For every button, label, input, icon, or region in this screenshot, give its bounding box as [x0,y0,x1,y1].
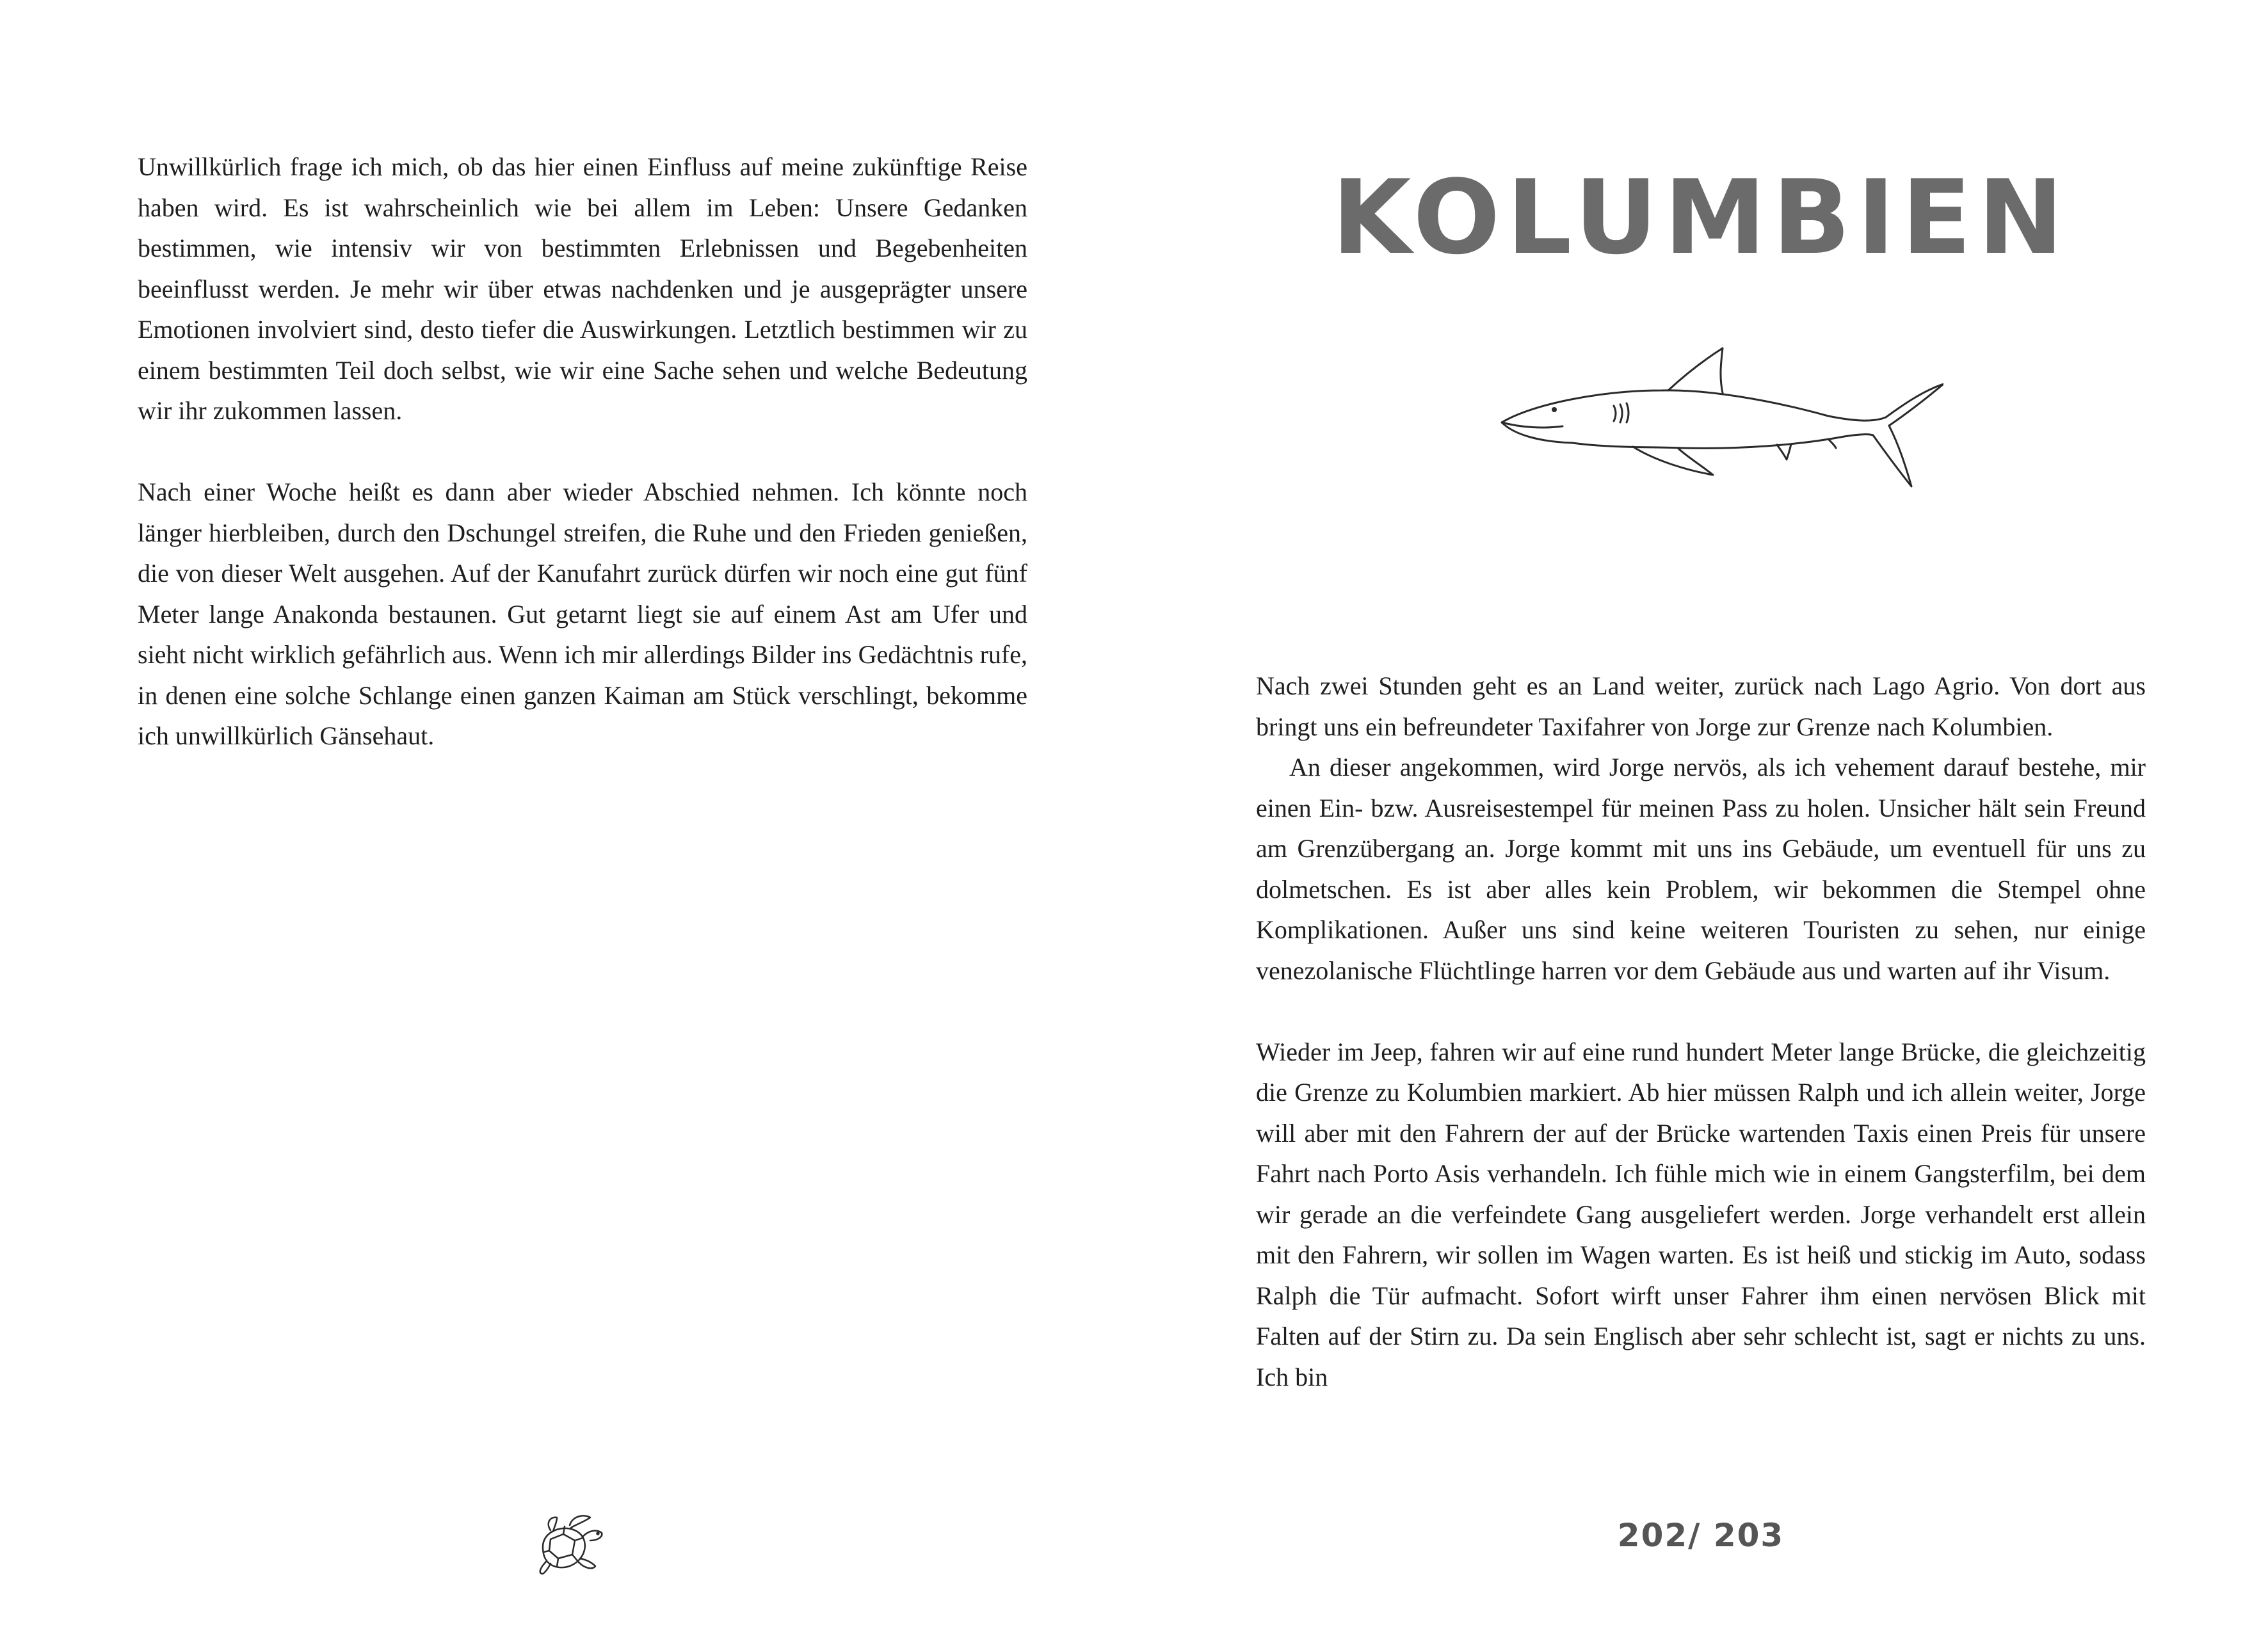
right-body-text [1256,666,2146,1397]
right-paragraph-1: Nach zwei Stunden geht es an Land weiter, zurück nach Lago Agrio. Von dort aus bringt uns ein befreundeter Taxifahrer von Jorge zur Grenze nach Kolumbien. [1256,671,2146,741]
turtle-icon [531,1507,608,1578]
shark-icon [1495,339,1943,531]
left-paragraph-2: Nach einer Woche heißt es dann aber wieder Abschied nehmen. Ich könnte noch länger hierbleiben, durch den Dschungel streifen, die Ruhe und den Frieden genießen, die von dieser Welt ausgehen. Auf der Kanufahrt zurück dürfen wir noch eine gut fünf Meter lange Anakonda bestaunen. Gut getarnt liegt sie auf einem Ast am Ufer und sieht nicht wirklich gefährlich aus. Wenn ich mir allerdings Bilder ins Gedächtnis rufe, in denen eine solche Schlange einen ganzen Kaiman am Stück verschlingt, bekomme ich unwillkürlich Gänsehaut. [138,477,1027,750]
right-paragraph-3: Wieder im Jeep, fahren wir auf eine rund hundert Meter lange Brücke, die gleichzeitig die Grenze zu Kolumbien markiert. Ab hier müssen Ralph und ich allein weiter, Jorge will aber mit den Fahrern der auf der Brücke wartenden Taxis einen Preis für unsere Fahrt nach Porto Asis verhandeln. Ich fühle mich wie in einem Gangsterfilm, bei dem wir gerade an die verfeindete Gang ausgeliefert werden. Jorge verhandelt erst allein mit den Fahrern, wir sollen im Wagen warten. Es ist heiß und stickig im Auto, sodass Ralph die Tür aufmacht. Sofort wirft unser Fahrer ihm einen nervösen Blick mit Falten auf der Stirn zu. Da sein Englisch aber sehr schlecht ist, sagt er nichts zu uns. Ich bin [1256,1037,2146,1391]
chapter-title: KOLUMBIEN [1331,157,2070,277]
right-page [1134,0,2268,1625]
left-body-text [138,147,1027,756]
page-numbers: 202/ 203 [1617,1517,1785,1554]
left-paragraph-1: Unwillkürlich frage ich mich, ob das hier einen Einfluss auf meine zukünftige Reise haben wird. Es ist wahrscheinlich wie bei allem im Leben: Unsere Gedanken bestimmen, wie intensiv wir von bestimmten Erlebnissen und Begebenheiten beeinflusst werden. Je mehr wir über etwas nachdenken und je ausgeprägter unsere Emotionen involviert sind, desto tiefer die Auswirkungen. Letztlich bestimmen wir zu einem bestimmten Teil doch selbst, wie wir eine Sache sehen und welche Bedeutung wir ihr zukommen lassen. [138,152,1027,425]
right-paragraph-2: An dieser angekommen, wird Jorge nervös, als ich vehement darauf bestehe, mir einen Ein- bzw. Ausreisestempel für meinen Pass zu holen. Unsicher hält sein Freund am Grenzübergang an. Jorge kommt mit uns ins Gebäude, um eventuell für uns zu dolmetschen. Es ist aber alles kein Problem, wir bekommen die Stempel ohne Komplikationen. Außer uns sind keine weiteren Touristen zu sehen, nur einige venezolanische Flüchtlinge harren vor dem Gebäude aus und warten auf ihr Visum. [1256,753,2146,985]
